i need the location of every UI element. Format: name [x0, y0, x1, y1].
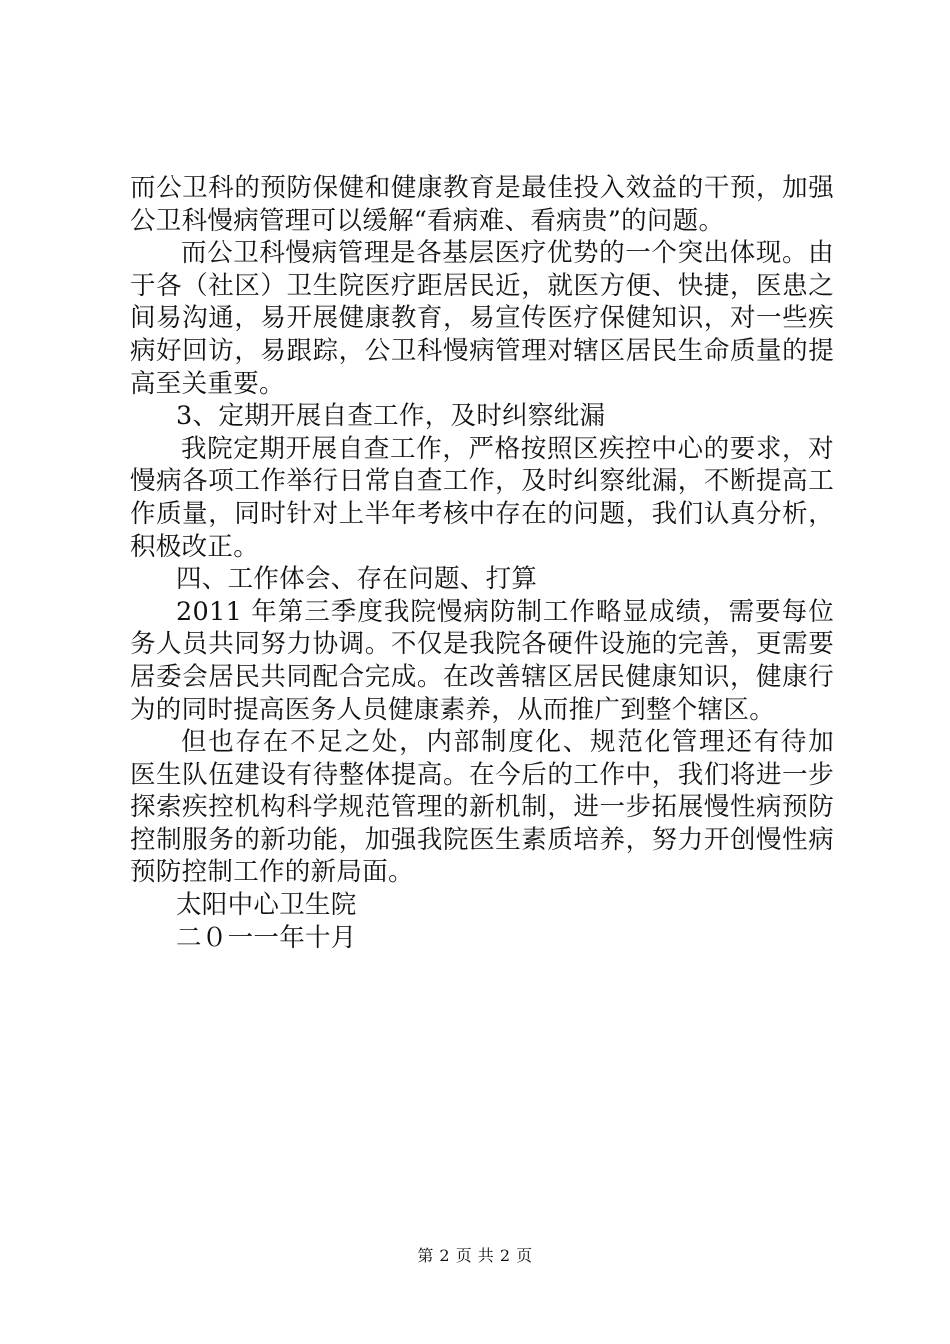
text-line: 为的同时提高医务人员健康素养，从而推广到整个辖区。 [130, 694, 776, 725]
text-line: 于各（社区）卫生院医疗距居民近，就医方便、快捷，医患之 [130, 270, 834, 301]
signature-organization: 太阳中心卫生院 [176, 890, 357, 921]
text-line: 积极改正。 [130, 531, 260, 562]
text-line: 务人员共同努力协调。不仅是我院各硬件设施的完善，更需要 [130, 629, 834, 660]
page-number-footer: 第 2 页 共 2 页 [417, 1246, 533, 1265]
text-line: 作质量，同时针对上半年考核中存在的问题，我们认真分析， [130, 498, 834, 529]
document-body [130, 172, 834, 954]
section-heading: 3、定期开展自查工作，及时纠察纰漏 [176, 401, 606, 432]
text-line: 高至关重要。 [130, 368, 285, 399]
text-line: 控制服务的新功能，加强我院医生素质培养，努力开创慢性病 [130, 824, 834, 855]
paragraph-start-line: 但也存在不足之处，内部制度化、规范化管理还有待加 [181, 727, 834, 758]
text-line: 公卫科慢病管理可以缓解“看病难、看病贵”的问题。 [130, 205, 725, 236]
section-heading: 四、工作体会、存在问题、打算 [176, 564, 538, 595]
text-line: 病好回访，易跟踪，公卫科慢病管理对辖区居民生命质量的提 [130, 335, 834, 366]
paragraph-start-line: 而公卫科慢病管理是各基层医疗优势的一个突出体现。由 [181, 238, 834, 269]
text-line: 预防控制工作的新局面。 [130, 857, 414, 888]
text-line: 探索疾控机构科学规范管理的新机制，进一步拓展慢性病预防 [130, 792, 834, 823]
text-line: 而公卫科的预防保健和健康教育是最佳投入效益的干预，加强 [130, 173, 834, 203]
text-line: 慢病各项工作举行日常自查工作，及时纠察纰漏，不断提高工 [130, 466, 834, 497]
text-line: 间易沟通，易开展健康教育，易宣传医疗保健知识，对一些疾 [130, 303, 834, 334]
paragraph-start-line: 2011 年第三季度我院慢病防制工作略显成绩，需要每位 [176, 596, 834, 627]
text-line: 居委会居民共同配合完成。在改善辖区居民健康知识，健康行 [130, 661, 834, 692]
text-line: 医生队伍建设有待整体提高。在今后的工作中，我们将进一步 [130, 759, 834, 790]
paragraph-start-line: 我院定期开展自查工作，严格按照区疾控中心的要求，对 [181, 433, 834, 464]
signature-date: 二０一一年十月 [176, 922, 357, 953]
